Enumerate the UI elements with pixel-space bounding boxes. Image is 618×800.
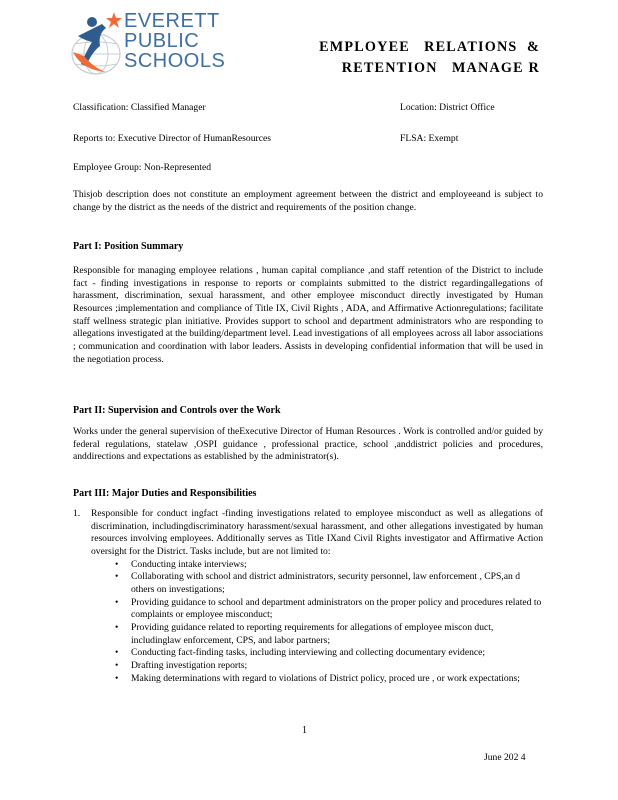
task-text: Collaborating with school and district administrators, security personnel, law enforcement , CPS,an d others on investigations;: [131, 571, 521, 595]
task-text: Providing guidance to school and department administrators on the proper policy and procedures related to complaints or employee misconduct;: [131, 596, 542, 621]
part1-heading: Part I: Position Summary: [73, 241, 184, 252]
bullet-icon: •: [115, 672, 119, 684]
part2-heading: Part II: Supervision and Controls over the Work: [73, 405, 281, 416]
task-item: [115, 660, 543, 673]
part3-heading: Part III: Major Duties and Responsibilities: [73, 488, 257, 499]
title-line-1: EMPLOYEE RELATIONS &: [319, 39, 540, 55]
task-text: Making determinations with regard to violations of District policy, proced ure , or work expectations;: [131, 672, 520, 684]
logo-line-2: PUBLIC: [124, 30, 200, 52]
task-item: [115, 559, 543, 572]
bullet-icon: •: [115, 596, 119, 608]
duty-item: [73, 508, 543, 685]
task-list: [73, 559, 543, 686]
document-title: [319, 37, 540, 79]
disclaimer-paragraph: Thisjob description does not constitute an employment agreement between the district and employeeand is subject to change by the district as the needs of the district and requirements of the position change.: [73, 189, 543, 213]
location: Location: District Office: [400, 102, 495, 113]
duty-text: Responsible for conduct ingfact -finding investigations related to employee misconduct as well as allegations of discrimination, includingdiscriminatory harassment/sexual harassment, and other allegations investigated by human resources involving employees. Additionally serves as Title IXand Civil Rights investigator and Affirmative Action oversight for the District. Tasks include, but are not limited to:: [91, 508, 543, 557]
district-logo: [70, 10, 245, 80]
revision-date: June 202 4: [484, 752, 526, 763]
page-number: 1: [302, 725, 307, 736]
task-text: Conducting intake interviews;: [131, 558, 247, 570]
position-summary-paragraph: Responsible for managing employee relations , human capital compliance ,and staff retention of the District to include fact - finding investigations in response to reports or complaints submitted to the district regardingallegations of harassment, discrimination, sexual harassment, and other employee misconduct directly investigated by Human Resources ;implementation and compliance of Title IX, Civil Rights , ADA, and Affirmative Actionregulations; facilitate staff wellness strategic plan initiative. Provides support to school and department administrators who are responding to allegations investigated at the building/department level. Lead investigations of all employees across all labor associations ; communication and coordination with labor leaders. Assists in developing confidential information that will be used in the negotiation process.: [73, 265, 543, 365]
task-text: Conducting fact-finding tasks, including interviewing and collecting documentary evidence;: [131, 647, 486, 659]
bullet-icon: •: [115, 659, 119, 671]
duties-list: [73, 508, 543, 685]
bullet-icon: •: [115, 558, 119, 570]
duty-number: 1.: [73, 508, 81, 519]
bullet-icon: •: [115, 621, 119, 633]
globe-figure-star-icon: [70, 10, 130, 80]
flsa-status: FLSA: Exempt: [400, 133, 459, 144]
logo-wordmark: [124, 11, 225, 71]
task-item: [115, 622, 543, 647]
task-item: [115, 673, 543, 686]
bullet-icon: •: [115, 647, 119, 659]
task-item: [115, 647, 543, 660]
bullet-icon: •: [115, 571, 119, 583]
logo-line-1: EVERETT: [124, 10, 220, 32]
employee-group: Employee Group: Non-Represented: [73, 162, 212, 173]
task-text: Drafting investigation reports;: [131, 659, 248, 671]
task-text: Providing guidance related to reporting requirements for allegations of employee miscon duct, includinglaw enforcement, CPS, and labor partners;: [131, 621, 494, 646]
reports-to: Reports to: Executive Director of HumanResources: [73, 133, 271, 144]
title-line-2: RETENTION MANAGE R: [341, 60, 540, 76]
task-item: [115, 571, 543, 596]
classification: Classification: Classified Manager: [73, 102, 206, 113]
task-item: [115, 597, 543, 622]
logo-line-3: SCHOOLS: [124, 50, 226, 72]
supervision-paragraph: Works under the general supervision of theExecutive Director of Human Resources . Work is controlled and/or guided by federal regulations, statelaw ,OSPI guidance , professional practice, school ,anddistrict policies and procedures, anddirections and expectations as established by the administrator(s).: [73, 426, 543, 463]
